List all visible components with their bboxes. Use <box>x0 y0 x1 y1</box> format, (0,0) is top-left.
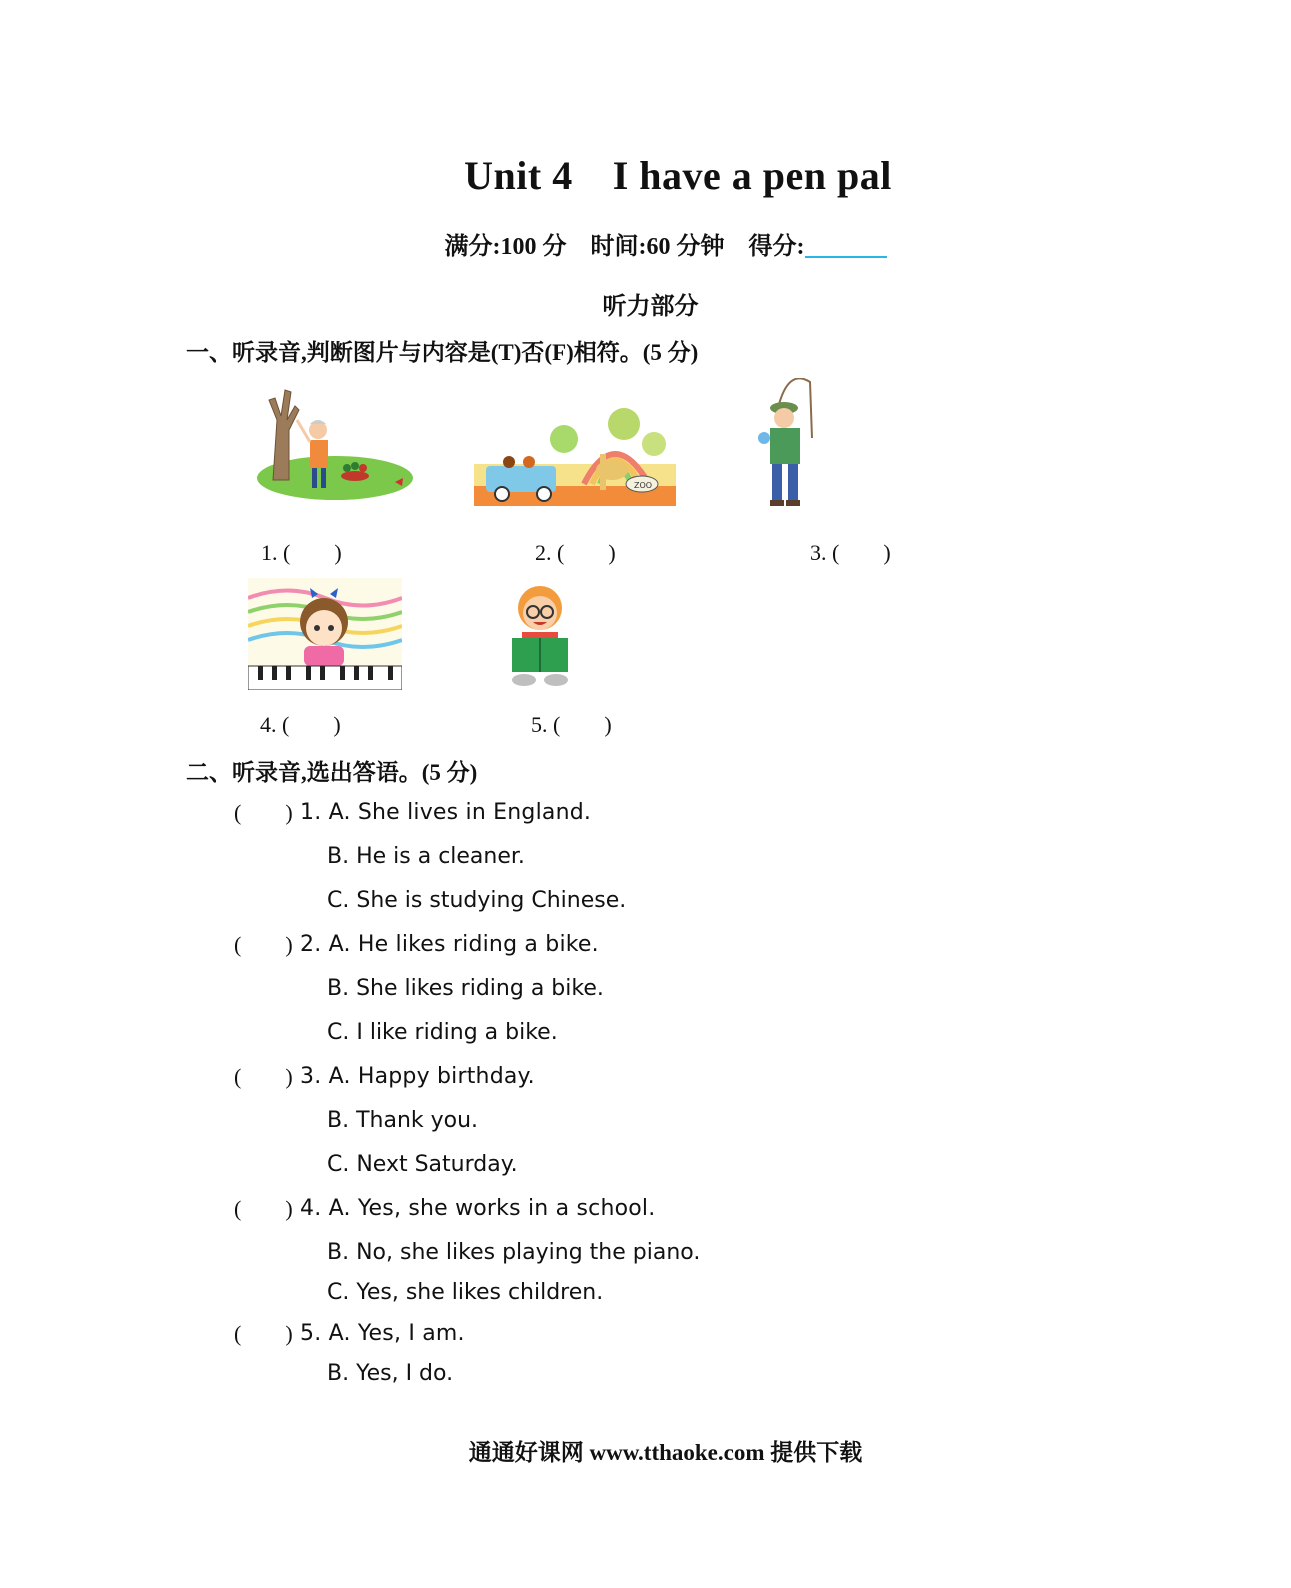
question-5-option-a: 5. A. Yes, I am. <box>300 1321 465 1346</box>
question-5-answer-box[interactable]: ( ) <box>234 1321 293 1346</box>
question-1-answer-box[interactable]: ( ) <box>234 800 293 825</box>
question-1-option-b: B. He is a cleaner. <box>327 844 525 869</box>
question-2-answer-box[interactable]: ( ) <box>234 932 293 957</box>
question-1-option-c: C. She is studying Chinese. <box>327 888 627 913</box>
question-5-number: 5. <box>300 1321 329 1346</box>
question-4-option-a: 4. A. Yes, she works in a school. <box>300 1196 656 1221</box>
part-title: 听力部分 <box>602 294 699 320</box>
picture-3-answer[interactable]: 3. ( ) <box>810 540 891 565</box>
question-3-option-a: 3. A. Happy birthday. <box>300 1064 535 1089</box>
question-3-number: 3. <box>300 1064 329 1089</box>
question-4-option-c: C. Yes, she likes children. <box>327 1280 604 1305</box>
question-2-option-b: B. She likes riding a bike. <box>327 976 604 1001</box>
reading-boy-picture <box>506 580 574 690</box>
question-5-option-b: B. Yes, I do. <box>327 1361 454 1386</box>
picture-2-answer[interactable]: 2. ( ) <box>535 540 616 565</box>
unit-label: Unit 4 <box>464 153 573 198</box>
section1-heading: 一、听录音,判断图片与内容是(T)否(F)相符。(5 分) <box>186 340 699 365</box>
score-line <box>0 226 1291 261</box>
question-4-answer-box[interactable]: ( ) <box>234 1196 293 1221</box>
time-limit: 时间:60 分钟 <box>590 234 725 260</box>
question-4-option-b: B. No, she likes playing the piano. <box>327 1240 701 1265</box>
fishing-picture <box>748 378 818 510</box>
svg-text:ZOO: ZOO <box>634 481 653 490</box>
question-3-option-c: C. Next Saturday. <box>327 1152 518 1177</box>
gardening-picture <box>255 380 417 504</box>
score-blank[interactable] <box>805 230 887 258</box>
section2-heading: 二、听录音,选出答语。(5 分) <box>186 760 478 785</box>
picture-4-answer[interactable]: 4. ( ) <box>260 712 341 737</box>
question-1-number: 1. <box>300 800 329 825</box>
question-2-number: 2. <box>300 932 329 957</box>
score-label: 得分: <box>748 234 805 260</box>
question-2-option-c: C. I like riding a bike. <box>327 1020 558 1045</box>
page-title <box>0 152 1291 199</box>
question-1-option-a: 1. A. She lives in England. <box>300 800 592 825</box>
question-3-option-b: B. Thank you. <box>327 1108 479 1133</box>
picture-5-answer[interactable]: 5. ( ) <box>531 712 612 737</box>
picture-1-answer[interactable]: 1. ( ) <box>261 540 342 565</box>
question-3-answer-box[interactable]: ( ) <box>234 1064 293 1089</box>
zoo-trip-picture <box>474 404 676 506</box>
footer-credit: 通通好课网 www.tthaoke.com 提供下载 <box>468 1440 863 1465</box>
piano-girl-picture <box>248 578 402 690</box>
full-score: 满分:100 分 <box>444 234 567 260</box>
question-4-number: 4. <box>300 1196 329 1221</box>
unit-name: I have a pen pal <box>612 153 892 198</box>
question-2-option-a: 2. A. He likes riding a bike. <box>300 932 599 957</box>
